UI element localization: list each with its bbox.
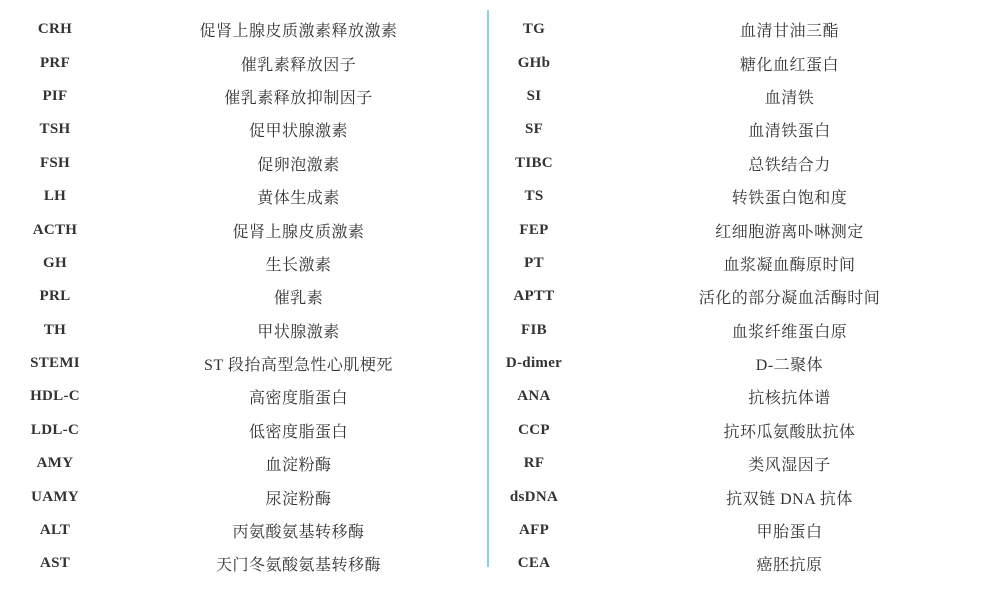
- table-row: [0, 13, 487, 46]
- term-name: 血清铁: [764, 89, 815, 107]
- abbreviation: AFP: [518, 522, 550, 539]
- table-row: [0, 180, 487, 213]
- table-row: [489, 480, 1000, 513]
- abbreviation: ALT: [39, 522, 71, 539]
- table-row: [489, 347, 1000, 380]
- right-column: [489, 13, 1000, 581]
- term-name: 活化的部分凝血活酶时间: [698, 290, 881, 308]
- abbreviation: PT: [524, 254, 544, 271]
- term-name: 糖化血红蛋白: [739, 56, 839, 74]
- table-row: [0, 113, 487, 146]
- table-row: [489, 180, 1000, 213]
- term-name: 血浆凝血酶原时间: [723, 256, 856, 274]
- table-row: [0, 314, 487, 347]
- term-name: 促卵泡激素: [257, 156, 340, 174]
- term-name: 类风湿因子: [748, 457, 831, 475]
- term-name: 催乳素释放因子: [240, 56, 357, 74]
- abbreviation: AST: [39, 555, 71, 572]
- abbreviation: RF: [523, 455, 545, 472]
- table-row: [0, 414, 487, 447]
- term-name: 催乳素: [273, 290, 324, 308]
- term-name: 促甲状腺激素: [248, 123, 348, 141]
- table-row: [489, 314, 1000, 347]
- term-name: 抗环瓜氨酸肽抗体: [723, 423, 856, 441]
- term-name: 天门冬氨酸氨基转移酶: [215, 557, 381, 575]
- term-name: 抗双链 DNA 抗体: [726, 490, 853, 508]
- abbreviation: LH: [43, 188, 67, 205]
- abbreviation: FEP: [519, 221, 549, 238]
- table-row: [489, 113, 1000, 146]
- table-row: [0, 480, 487, 513]
- table-row: [0, 380, 487, 413]
- term-name: 黄体生成素: [257, 190, 340, 208]
- abbreviation: PIF: [42, 87, 68, 104]
- table-row: [0, 280, 487, 313]
- left-column: [0, 13, 487, 581]
- term-name: 生长激素: [265, 256, 332, 274]
- table-row: [489, 414, 1000, 447]
- abbreviation: TH: [43, 321, 67, 338]
- term-name: 高密度脂蛋白: [248, 390, 348, 408]
- table-row: [0, 46, 487, 79]
- abbreviation: FSH: [39, 154, 71, 171]
- term-name: 促肾上腺皮质激素释放激素: [199, 23, 398, 41]
- abbreviation: CEA: [517, 555, 551, 572]
- term-name: 甲状腺激素: [257, 323, 340, 341]
- table-row: [0, 514, 487, 547]
- term-name: 甲胎蛋白: [756, 524, 823, 542]
- abbreviation: D-dimer: [505, 355, 563, 372]
- abbreviation: PRL: [39, 288, 71, 305]
- table-row: [489, 46, 1000, 79]
- abbreviation: STEMI: [30, 355, 80, 372]
- table-row: [0, 80, 487, 113]
- term-name: ST 段抬高型急性心肌梗死: [204, 357, 393, 375]
- table-row: [0, 447, 487, 480]
- term-name: 血淀粉酶: [265, 457, 332, 475]
- table-row: [489, 147, 1000, 180]
- table-row: [489, 514, 1000, 547]
- table-row: [0, 347, 487, 380]
- abbreviation: dsDNA: [509, 488, 559, 505]
- table-row: [489, 13, 1000, 46]
- term-name: 促肾上腺皮质激素: [232, 223, 365, 241]
- abbreviation: TSH: [39, 121, 71, 138]
- table-row: [0, 247, 487, 280]
- term-name: 低密度脂蛋白: [248, 423, 348, 441]
- abbreviation: CRH: [37, 21, 73, 38]
- abbreviation: AMY: [36, 455, 74, 472]
- abbreviation: GHb: [517, 54, 551, 71]
- term-name: 血清铁蛋白: [748, 123, 831, 141]
- abbreviation: TG: [522, 21, 546, 38]
- term-name: 红细胞游离卟啉测定: [715, 223, 864, 241]
- term-name: 总铁结合力: [748, 156, 831, 174]
- table-row: [489, 547, 1000, 580]
- table-row: [489, 213, 1000, 246]
- abbreviation: TIBC: [515, 154, 553, 171]
- term-name: 血清甘油三酯: [739, 23, 839, 41]
- abbreviation: SF: [524, 121, 544, 138]
- table-row: [489, 380, 1000, 413]
- table-row: [0, 147, 487, 180]
- term-name: 转铁蛋白饱和度: [731, 190, 848, 208]
- abbreviation: HDL-C: [30, 388, 80, 405]
- term-name: 癌胚抗原: [756, 557, 823, 575]
- abbreviation: FIB: [521, 321, 547, 338]
- abbreviation: ANA: [517, 388, 551, 405]
- table-row: [0, 213, 487, 246]
- table-row: [489, 447, 1000, 480]
- abbreviation: CCP: [518, 421, 550, 438]
- abbreviation: APTT: [513, 288, 555, 305]
- abbreviation: LDL-C: [30, 421, 80, 438]
- abbreviation: UAMY: [31, 488, 79, 505]
- term-name: 尿淀粉酶: [265, 490, 332, 508]
- term-name: D-二聚体: [755, 357, 824, 375]
- term-name: 抗核抗体谱: [748, 390, 831, 408]
- table-row: [489, 80, 1000, 113]
- table-row: [489, 247, 1000, 280]
- term-name: 血浆纤维蛋白原: [731, 323, 848, 341]
- abbreviation: TS: [524, 188, 544, 205]
- abbreviation: ACTH: [32, 221, 78, 238]
- term-name: 丙氨酸氨基转移酶: [232, 524, 365, 542]
- table-row: [0, 547, 487, 580]
- abbreviation: PRF: [39, 54, 71, 71]
- table-row: [489, 280, 1000, 313]
- abbreviation: SI: [526, 87, 542, 104]
- term-name: 催乳素释放抑制因子: [224, 89, 373, 107]
- abbreviation: GH: [43, 254, 67, 271]
